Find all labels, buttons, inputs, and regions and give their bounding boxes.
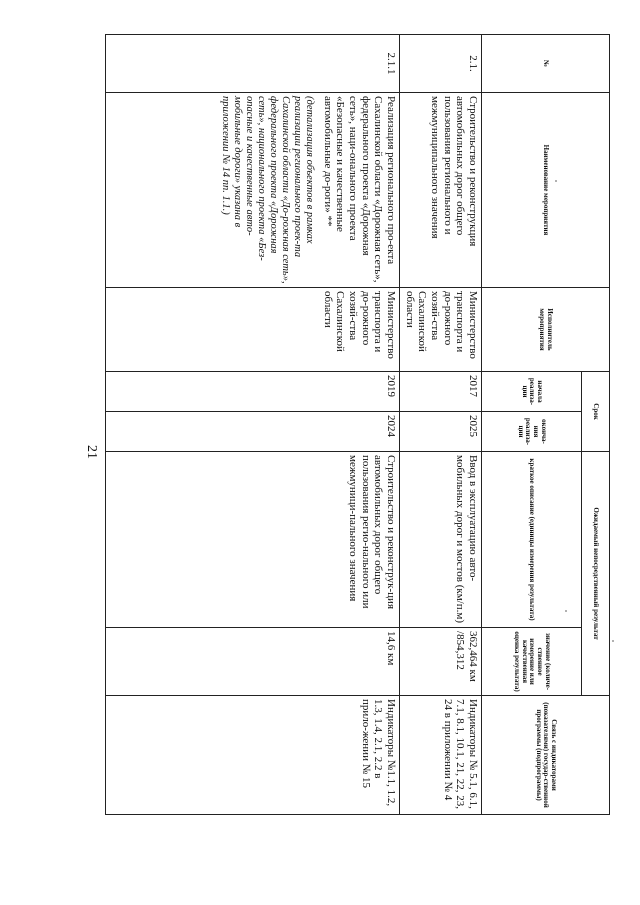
rotated-table-canvas	[105, 34, 610, 814]
scan-speck	[565, 610, 567, 612]
header-term: Срок	[582, 372, 610, 452]
row-number: 2.1.1	[106, 35, 400, 93]
row-start: 2017	[400, 372, 482, 412]
row-result-value: 14,6 км	[106, 628, 400, 696]
row-name: Строительство и реконструкция автомобильных дорог общего пользования регионального и межмуниципального значения	[400, 93, 482, 288]
row-link: Индикаторы № 5.1, 6.1, 7.1, 8.1, 10.1, 21, 22, 23, 24 в приложении № 4	[400, 696, 482, 815]
table-row	[106, 35, 400, 815]
row-executor: Министерство транспорта и до-рожного хозяй-ства Сахалинской области	[400, 288, 482, 372]
header-name: Наименование мероприятия	[482, 93, 610, 288]
header-term-start: начала реализа-ции	[482, 372, 582, 412]
row-result-desc: Ввод в эксплуатацию авто-мобильных дорог и мостов (км/п.м)	[400, 452, 482, 628]
row-end: 2025	[400, 412, 482, 452]
header-link: Связь с индикаторами (показателями) государ-ственной программы (подпрограммы)	[482, 696, 610, 815]
header-term-end: оконча-ния реализа-ции	[482, 412, 582, 452]
row-number: 2.1.	[400, 35, 482, 93]
row-name: Реализация регионального про-екта Сахалинской области «Дорожная сеть», федерального проекта «Дорожная сеть», наци-онального проекта «Безопасные и качественные автомобильные до-роги» **	[321, 96, 397, 283]
row-link: Индикаторы №1.1, 1.2, 1.3, 1.4, 2.1, 2.2 в прило-жении № 15	[106, 696, 400, 815]
row-note: (детализация объектов в рамках реализации регионального проек-та Сахалинской области «До-рожная сеть», федерального проекта «Дорожная сеть», национального проекта «Без-опасные и качественные авто-мобильные дороги» указана в приложении № 14 пп. 1.1.)	[219, 96, 316, 284]
header-result-value: значение (количе-ственное измерение или качественная оценка результата)	[482, 628, 582, 696]
scan-speck	[555, 180, 557, 182]
table-row	[400, 35, 482, 815]
scan-speck	[612, 640, 614, 642]
header-result-desc: краткое описание (единицы измерения результата)	[482, 452, 582, 628]
program-table	[105, 34, 610, 815]
row-executor: Министерство транспорта и до-рожного хозяй-ства Сахалинской области	[106, 288, 400, 372]
row-result-desc: Строительство и реконструк-ция автомобильных дорог общего пользования регио-нального или межмуници-пального значения	[106, 452, 400, 628]
row-end: 2024	[106, 412, 400, 452]
row-name-cell	[106, 93, 400, 288]
row-result-value: 362,464 км /854,312	[400, 628, 482, 696]
page-number: 21	[84, 445, 99, 459]
header-result: Ожидаемый непосредственный результат	[582, 452, 610, 696]
header-no: №	[482, 35, 610, 93]
row-start: 2019	[106, 372, 400, 412]
header-executor: Исполнитель мероприятия	[482, 288, 610, 372]
